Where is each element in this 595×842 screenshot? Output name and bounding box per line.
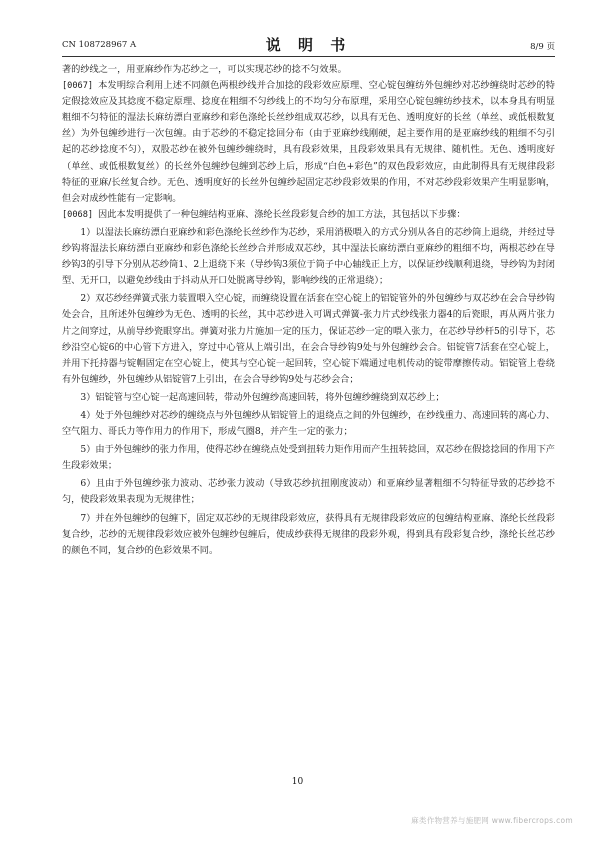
paragraph-0068 [62, 207, 555, 223]
step-4: 4）处于外包缠纱对芯纱的缠绕点与外包缠纱从铝锭管上的退绕点之间的外包缠纱，在纱线重力、高速回转的离心力、空气阻力、哥氏力等作用力的作用下，形成气圈8，并产生一定的张力； [62, 409, 555, 438]
step-2: 2）双芯纱经弹簧式张力装置喂入空心锭，而缠绕设置在活套在空心锭上的铝锭管外的外包缠纱与双芯纱在会合导纱钩处会合，且所述外包缠纱为无色、透明的长丝，其中芯纱进入可调式弹簧-张力片式纱线张力器4的后瓷眼，再从两片张力片之间穿过，从前导纱瓷眼穿出。弹簧对张力片施加一定的压力，保证芯纱一定的喂入张力，在芯纱导纱杆5的引导下，芯纱沿空心锭6的中心管下方进入，穿过中心管从上端引出，在会合导纱钩9处与外包缠纱会合。铝锭管7活套在空心锭上，并用下托持器与锭帽固定在空心锭上，使其与空心锭一起回转，空心锭下端通过电机传动的锭带摩擦传动。铝锭管上卷绕有外包缠纱，外包缠纱从铝锭管7上引出，在会合导纱钩9处与芯纱会合； [62, 293, 555, 385]
document-title: 说 明 书 [265, 36, 352, 54]
step-1: 1）以湿法长麻纺漂白亚麻纱和彩色涤纶长丝纱作为芯纱，采用消极喂入的方式分别从各自的芯纱筒上退绕，并经过导纱钩将湿法长麻纺漂白亚麻纱和彩色涤纶长丝纱合并形成双芯纱，其中湿法长麻纺漂白亚麻纱的粗细不均，两根芯纱在导纱钩3的引导下分别从芯纱筒1、2上退绕下来（导纱钩3须位于筒子中心轴线正上方，以保证纱线顺利退绕，导纱钩为封闭型、无开口，以避免纱线由于抖动从开口处脱离导纱钩，影响纱线的正常退绕）； [62, 226, 555, 287]
page-header [62, 34, 555, 57]
document-body [62, 62, 555, 559]
step-5: 5）由于外包缠纱的张力作用，使得芯纱在缠绕点处受到扭转力矩作用而产生扭转捻回，双芯纱在假捻捻回的作用下产生段彩效果； [62, 444, 555, 472]
patent-number: CN 108728967 A [62, 40, 137, 50]
site-watermark: 麻类作物营养与施肥网 www.fibercrops.com [411, 816, 573, 825]
step-6: 6）且由于外包缠纱张力波动、芯纱张力波动（导致芯纱抗扭刚度波动）和亚麻纱显著粗细不匀特征导致的芯纱捻不匀，使段彩效果表现为无规律性； [62, 478, 555, 506]
step-7: 7）并在外包缠纱的包缠下，固定双芯纱的无规律段彩效应，获得具有无规律段彩效应的包缠结构亚麻、涤纶长丝段彩复合纱，芯纱的无规律段彩效应被外包缠纱包缠后，使成纱获得无规律的段彩外观，得到具有段彩复合纱，涤纶长丝芯纱的颜色不同，复合纱的色彩效果不同。 [62, 512, 555, 556]
step-3: 3）铝锭管与空心锭一起高速回转，带动外包缠纱高速回转，将外包缠纱缠绕到双芯纱上； [80, 391, 445, 403]
page-number: 10 [291, 777, 304, 787]
paragraph-number: [0067] [62, 81, 94, 92]
paragraph-continued [62, 62, 555, 78]
page-indicator: 8/9 页 [530, 42, 555, 52]
paragraph-text: 因此本发明提供了一种包缠结构亚麻、涤纶长丝段彩复合纱的加工方法，其包括以下步骤： [98, 208, 466, 220]
paragraph-text: 著的纱线之一，用亚麻纱作为芯纱之一，可以实现芯纱的捻不匀效果。 [62, 64, 347, 75]
paragraph-text: 本发明综合利用上述不同颜色两根纱线并合加捻的段彩效应原理、空心锭包缠纺外包缠纱对芯纱缠绕时芯纱的特定假捻效应及其捻度不稳定原理、捻度在粗细不匀纱线上的不均匀分布原理，采用空心锭包缠纺纱技术，以本身具有明显粗细不匀特征的湿法长麻纺漂白亚麻纱和彩色涤纶长丝纱组成双芯纱，以具有无色、透明度好的长丝（单丝、或低根数复丝）为外包缠纱进行一次包缠。由于芯纱的不稳定捻回分布（由于亚麻纱线刚硬，起主要作用的是亚麻纱线的粗细不匀引起的芯纱捻度不匀），双股芯纱在被外包缠纱缠绕时，具有段彩效果，且段彩效果具有无规律、随机性。无色、透明度好（单丝、或低根数复丝）的长丝外包缠纱包缠到芯纱上后，形成“白色+彩色”的双色段彩效应，由此制得具有无规律段彩特征的亚麻/长丝复合纱。无色、透明度好的长丝外包缠纱起固定芯纱段彩效果的作用，不对芯纱段彩效果产生明显影响，但会对成纱性能有一定影响。 [62, 80, 555, 204]
paragraph-number: [0068] [62, 209, 94, 220]
paragraph-0067 [62, 78, 555, 207]
